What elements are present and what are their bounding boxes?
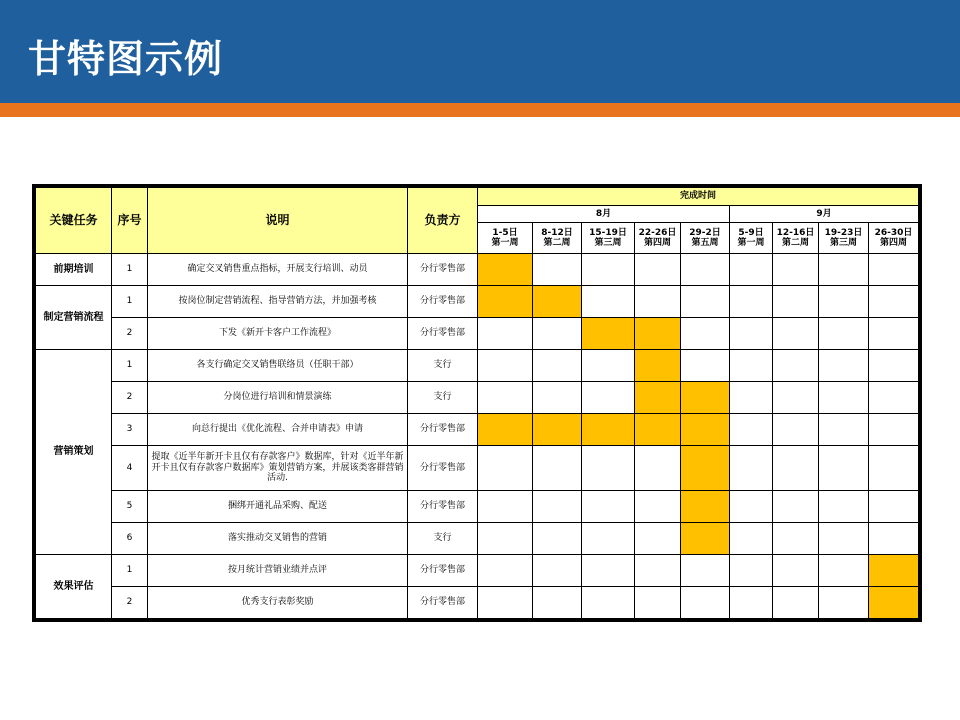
header-seq: 序号 [112,188,148,254]
task-seq: 2 [112,318,148,350]
gantt-bar-cell [635,350,681,382]
task-description: 各支行确定交叉销售联络员（任职干部） [148,350,408,382]
gantt-empty-cell [819,446,869,491]
gantt-empty-cell [582,446,635,491]
week-label: 第一周 [491,238,519,248]
gantt-empty-cell [533,446,582,491]
gantt-empty-cell [681,555,730,587]
week-header [819,223,869,254]
gantt-empty-cell [869,286,919,318]
gantt-empty-cell [730,555,773,587]
gantt-empty-cell [533,254,582,286]
week-dates: 12-16日 [776,227,815,238]
week-label: 第二周 [781,238,809,248]
gantt-empty-cell [730,254,773,286]
task-seq: 1 [112,254,148,286]
gantt-bar-cell [869,555,919,587]
task-seq: 2 [112,382,148,414]
gantt-empty-cell [819,254,869,286]
gantt-empty-cell [478,318,533,350]
week-dates: 8-12日 [541,227,573,238]
week-dates: 26-30日 [874,227,913,238]
gantt-bar-cell [582,414,635,446]
gantt-empty-cell [582,587,635,619]
week-label: 第四周 [879,238,907,248]
task-description: 按岗位制定营销流程、指导营销方法，并加强考核 [148,286,408,318]
gantt-empty-cell [773,491,819,523]
task-owner: 分行零售部 [408,286,478,318]
gantt-empty-cell [773,286,819,318]
gantt-empty-cell [730,523,773,555]
week-dates: 22-26日 [638,227,677,238]
task-seq: 1 [112,555,148,587]
week-header [635,223,681,254]
gantt-empty-cell [773,414,819,446]
gantt-empty-cell [773,318,819,350]
gantt-empty-cell [819,587,869,619]
phase-label: 营销策划 [36,350,112,555]
gantt-empty-cell [730,382,773,414]
task-owner: 分行零售部 [408,446,478,491]
table-row [36,382,919,414]
task-owner: 分行零售部 [408,587,478,619]
week-dates: 1-5日 [492,227,518,238]
gantt-empty-cell [819,318,869,350]
gantt-chart [32,184,922,622]
task-description: 捆绑开通礼品采购、配送 [148,491,408,523]
task-owner: 分行零售部 [408,318,478,350]
gantt-bar-cell [533,286,582,318]
gantt-empty-cell [773,350,819,382]
gantt-empty-cell [533,491,582,523]
gantt-empty-cell [819,286,869,318]
gantt-empty-cell [869,382,919,414]
week-label: 第五周 [691,238,719,248]
week-dates: 5-9日 [738,227,764,238]
gantt-empty-cell [533,523,582,555]
week-label: 第三周 [829,238,857,248]
gantt-empty-cell [730,491,773,523]
table-row [36,254,919,286]
week-header [533,223,582,254]
table-row [36,286,919,318]
task-description: 按月统计营销业绩并点评 [148,555,408,587]
gantt-empty-cell [869,350,919,382]
task-owner: 分行零售部 [408,555,478,587]
gantt-empty-cell [635,254,681,286]
week-label: 第二周 [543,238,571,248]
gantt-bar-cell [635,318,681,350]
gantt-empty-cell [869,318,919,350]
gantt-empty-cell [582,382,635,414]
gantt-empty-cell [730,587,773,619]
gantt-empty-cell [478,523,533,555]
gantt-empty-cell [869,414,919,446]
month-label: 9月 [730,206,919,223]
week-header [773,223,819,254]
gantt-bar-cell [869,587,919,619]
gantt-empty-cell [730,286,773,318]
gantt-bar-cell [478,286,533,318]
week-dates: 19-23日 [824,227,863,238]
gantt-empty-cell [478,587,533,619]
gantt-empty-cell [819,555,869,587]
gantt-empty-cell [681,254,730,286]
gantt-empty-cell [819,491,869,523]
gantt-bar-cell [635,414,681,446]
gantt-empty-cell [635,523,681,555]
gantt-bar-cell [478,254,533,286]
gantt-empty-cell [635,555,681,587]
gantt-empty-cell [681,286,730,318]
table-row [36,587,919,619]
gantt-empty-cell [582,286,635,318]
gantt-empty-cell [773,446,819,491]
phase-label: 效果评估 [36,555,112,619]
gantt-empty-cell [869,523,919,555]
task-description: 下发《新开卡客户工作流程》 [148,318,408,350]
table-row [36,350,919,382]
gantt-empty-cell [533,555,582,587]
gantt-bar-cell [681,414,730,446]
gantt-empty-cell [533,318,582,350]
header-timeline: 完成时间 [478,188,919,206]
task-owner: 支行 [408,350,478,382]
gantt-empty-cell [635,286,681,318]
gantt-empty-cell [819,414,869,446]
gantt-empty-cell [730,414,773,446]
gantt-empty-cell [730,350,773,382]
gantt-empty-cell [478,446,533,491]
task-description: 向总行提出《优化流程、合并申请表》申请 [148,414,408,446]
phase-label: 制定营销流程 [36,286,112,350]
gantt-empty-cell [819,382,869,414]
gantt-empty-cell [773,587,819,619]
gantt-empty-cell [681,587,730,619]
table-row [36,555,919,587]
table-row [36,446,919,491]
gantt-empty-cell [478,491,533,523]
gantt-empty-cell [635,587,681,619]
task-description: 提取《近半年新开卡且仅有存款客户》数据库，针对《近半年新开卡且仅有存款客户数据库》策划营销方案，并展该类客群营销活动. [148,446,408,491]
gantt-empty-cell [582,350,635,382]
gantt-table [35,187,919,619]
task-seq: 5 [112,491,148,523]
week-header [582,223,635,254]
task-seq: 1 [112,286,148,318]
gantt-bar-cell [681,382,730,414]
header-task: 关键任务 [36,188,112,254]
gantt-empty-cell [582,555,635,587]
task-seq: 2 [112,587,148,619]
task-description: 优秀支行表彰奖励 [148,587,408,619]
gantt-empty-cell [478,555,533,587]
gantt-empty-cell [533,350,582,382]
gantt-empty-cell [869,446,919,491]
table-row [36,318,919,350]
week-header [681,223,730,254]
header-desc: 说明 [148,188,408,254]
week-dates: 15-19日 [589,227,627,238]
gantt-bar-cell [681,491,730,523]
gantt-empty-cell [773,382,819,414]
gantt-empty-cell [773,523,819,555]
gantt-empty-cell [635,446,681,491]
week-dates: 29-2日 [689,227,721,238]
gantt-empty-cell [869,254,919,286]
gantt-empty-cell [819,350,869,382]
week-header [478,223,533,254]
task-seq: 4 [112,446,148,491]
week-header [869,223,919,254]
gantt-bar-cell [681,523,730,555]
gantt-empty-cell [773,254,819,286]
task-owner: 分行零售部 [408,491,478,523]
phase-label: 前期培训 [36,254,112,286]
week-label: 第四周 [643,238,671,248]
gantt-empty-cell [819,523,869,555]
gantt-bar-cell [582,318,635,350]
month-label: 8月 [478,206,730,223]
header-owner: 负责方 [408,188,478,254]
gantt-empty-cell [635,491,681,523]
task-description: 落实推动交叉销售的营销 [148,523,408,555]
task-seq: 1 [112,350,148,382]
header-accent-stripe [0,103,960,117]
gantt-empty-cell [582,491,635,523]
gantt-bar-cell [635,382,681,414]
task-owner: 支行 [408,382,478,414]
gantt-empty-cell [681,350,730,382]
gantt-empty-cell [533,587,582,619]
task-seq: 3 [112,414,148,446]
gantt-empty-cell [582,254,635,286]
gantt-empty-cell [478,350,533,382]
gantt-empty-cell [681,318,730,350]
gantt-bar-cell [681,446,730,491]
task-seq: 6 [112,523,148,555]
week-label: 第一周 [737,238,765,248]
gantt-bar-cell [533,414,582,446]
gantt-bar-cell [478,414,533,446]
gantt-empty-cell [478,382,533,414]
week-header [730,223,773,254]
task-owner: 分行零售部 [408,254,478,286]
task-description: 分岗位进行培训和情景演练 [148,382,408,414]
table-row [36,523,919,555]
task-owner: 支行 [408,523,478,555]
gantt-empty-cell [582,523,635,555]
gantt-empty-cell [730,318,773,350]
gantt-empty-cell [773,555,819,587]
table-row [36,491,919,523]
gantt-empty-cell [869,491,919,523]
table-row [36,414,919,446]
gantt-empty-cell [533,382,582,414]
task-owner: 分行零售部 [408,414,478,446]
gantt-empty-cell [730,446,773,491]
page-title: 甘特图示例 [28,37,224,81]
task-description: 确定交叉销售重点指标，开展支行培训、动员 [148,254,408,286]
week-label: 第三周 [594,238,622,248]
